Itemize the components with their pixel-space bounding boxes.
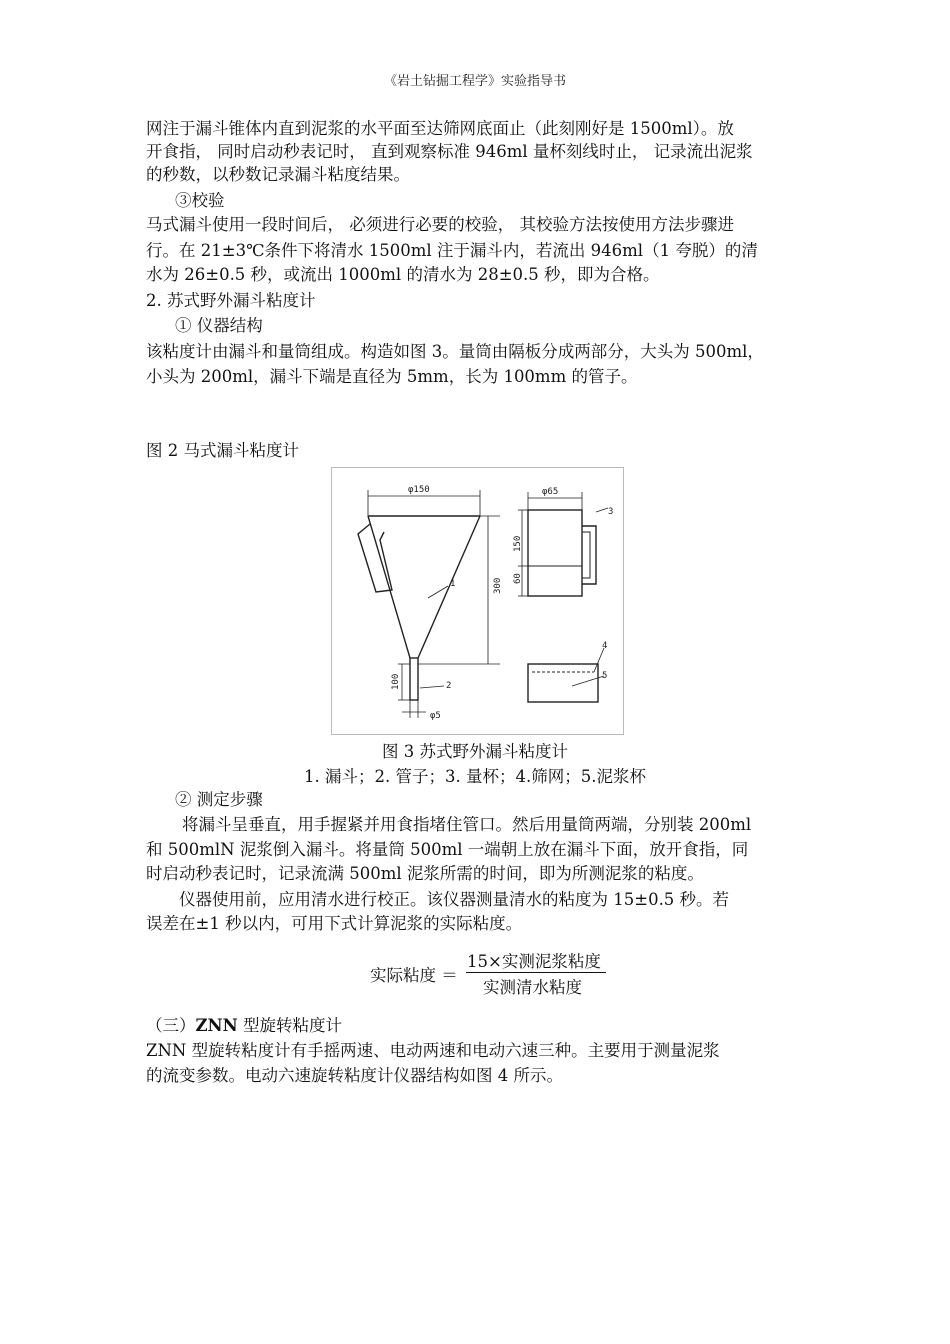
text-line: 开食指， 同时启动秒表记时， 直到观察标准 946ml 量杯刻线时止， 记录流出泥浆	[146, 142, 753, 161]
part-2-label: 2	[446, 681, 452, 691]
formula-lhs: 实际粘度 ＝	[370, 966, 458, 985]
section-3-title-rest: 型旋转粘度计	[237, 1016, 342, 1035]
text-line: 网注于漏斗锥体内直到泥浆的水平面至达筛网底面止（此刻刚好是 1500ml）。放	[146, 119, 734, 138]
formula-numerator: 15×实测泥浆粘度	[467, 952, 601, 971]
text-line: 时启动秒表记时，记录流满 500ml 泥浆所需的时间，即为所测泥浆的粘度。	[146, 864, 704, 883]
section-3-prefix: （三）	[146, 1016, 196, 1035]
text-line: 的秒数，以秒数记录漏斗粘度结果。	[146, 165, 410, 184]
text-line: 误差在±1 秒以内，可用下式计算泥浆的实际粘度。	[146, 914, 523, 933]
dim-100: 100	[391, 673, 401, 690]
section-3-title-bold: ZNN	[195, 1016, 238, 1035]
part-5-label: 5	[602, 671, 608, 681]
text-line: 的流变参数。电动六速旋转粘度计仪器结构如图 4 所示。	[146, 1066, 563, 1085]
funnel-diagram	[331, 467, 624, 735]
text-line: 将漏斗呈垂直，用手握紧并用食指堵住管口。然后用量筒两端，分别装 200ml	[182, 815, 752, 834]
dim-150: 150	[513, 535, 523, 552]
dim-60: 60	[513, 573, 523, 584]
text-line: ZNN 型旋转粘度计有手摇两速、电动两速和电动六速三种。主要用于测量泥浆	[146, 1041, 720, 1060]
text-line: 该粘度计由漏斗和量筒组成。构造如图 3。量筒由隔板分成两部分，大头为 500ml，	[146, 342, 764, 361]
part-1-label: 1	[450, 579, 456, 589]
part-4-label: 4	[602, 641, 608, 651]
dim-phi150: φ150	[408, 485, 430, 495]
text-line: 水为 26±0.5 秒，或流出 1000ml 的清水为 28±0.5 秒，即为合格。	[146, 265, 660, 284]
text-line: 马式漏斗使用一段时间后， 必须进行必要的校验， 其校验方法按使用方法步骤进	[146, 215, 734, 234]
subheading: ② 测定步骤	[175, 790, 263, 809]
text-line: 仪器使用前，应用清水进行校正。该仪器测量清水的粘度为 15±0.5 秒。若	[179, 890, 730, 909]
dim-phi65: φ65	[542, 487, 559, 497]
dim-300: 300	[493, 577, 503, 594]
text-line: 小头为 200ml，漏斗下端是直径为 5mm，长为 100mm 的管子。	[146, 367, 638, 386]
figure-3-legend: 1. 漏斗；2. 管子；3. 量杯；4.筛网；5.泥浆杯	[304, 767, 646, 786]
part-3-label: 3	[608, 507, 614, 517]
dim-phi5: φ5	[430, 711, 441, 721]
figure-3-caption: 图 3 苏式野外漏斗粘度计	[382, 742, 568, 761]
fraction-bar	[466, 972, 606, 973]
figure-2-caption: 图 2 马式漏斗粘度计	[146, 441, 299, 460]
text-line: 行。在 21±3℃条件下将清水 1500ml 注于漏斗内，若流出 946ml（1 夸脱）的清	[146, 241, 758, 260]
section-heading: 2. 苏式野外漏斗粘度计	[146, 291, 316, 310]
section-3-heading	[146, 1014, 806, 1037]
funnel-diagram-svg	[332, 468, 623, 734]
formula-denominator: 实测清水粘度	[483, 978, 582, 997]
subheading: ③校验	[175, 191, 225, 210]
subheading: ① 仪器结构	[175, 316, 263, 335]
page-header: 《岩土钻掘工程学》实验指导书	[383, 74, 566, 89]
text-line: 和 500mlN 泥浆倒入漏斗。将量筒 500ml 一端朝上放在漏斗下面，放开食指，同	[146, 840, 749, 859]
